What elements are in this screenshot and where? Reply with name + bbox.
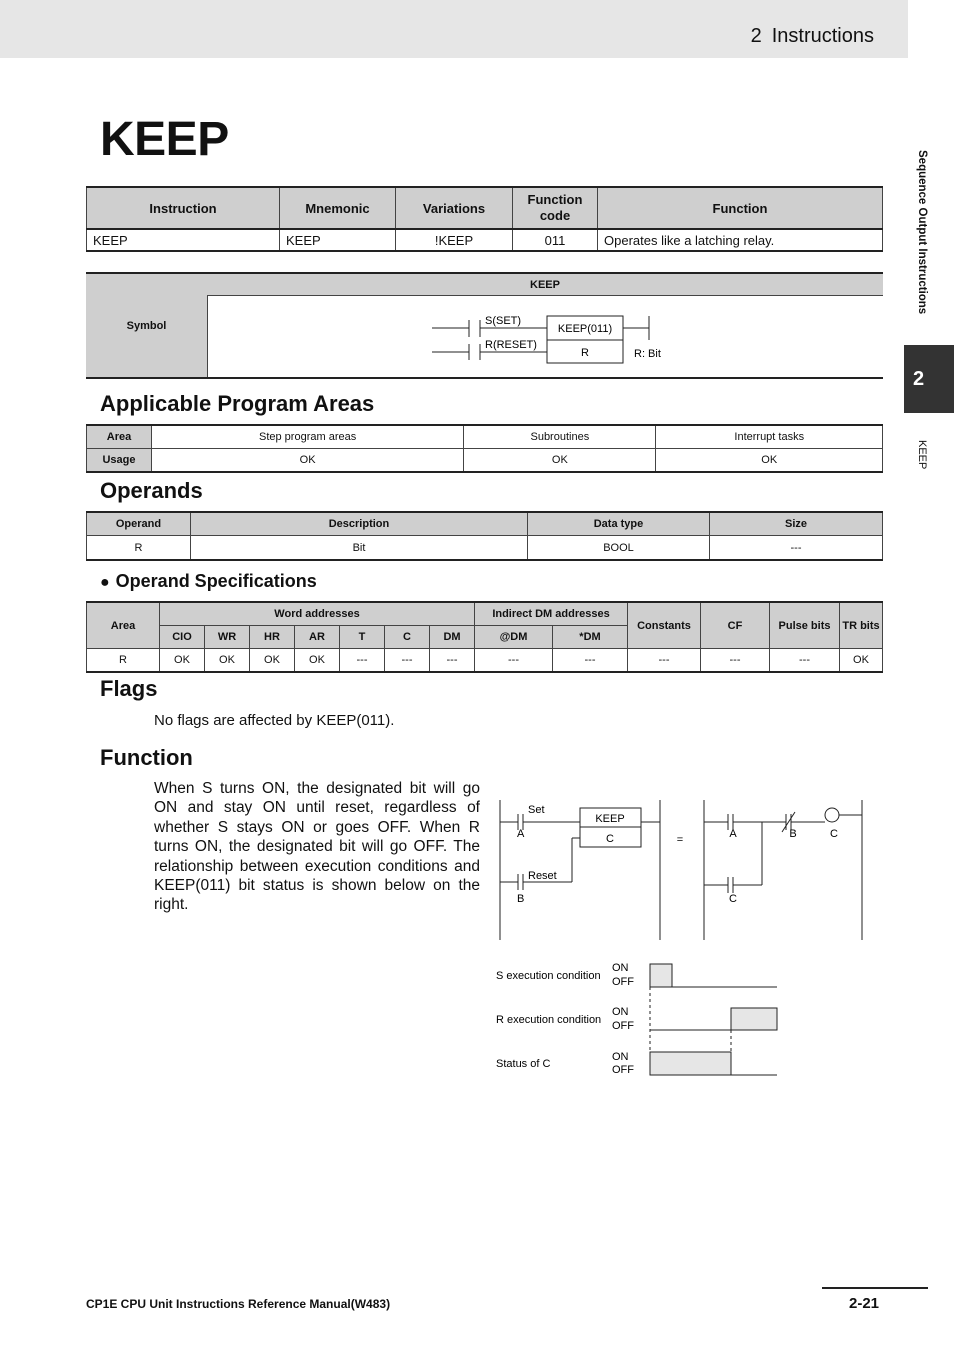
header-cell: Variations	[396, 187, 513, 229]
table-cell: OK	[295, 649, 340, 673]
table-cell: KEEP	[87, 229, 280, 251]
chapter-number: 2	[750, 25, 762, 47]
table-header-row	[87, 187, 883, 229]
timing-r-pulse	[731, 1008, 777, 1030]
header-cell: Function	[598, 187, 883, 229]
section-heading-operand-specs	[100, 571, 317, 592]
header-cell: HR	[250, 626, 295, 649]
table-cell: ---	[628, 649, 701, 673]
table-row	[87, 649, 883, 673]
header-cell: Operand	[87, 512, 191, 536]
timing-chart	[490, 955, 790, 1085]
table-cell: OK	[656, 449, 883, 473]
table-cell: OK	[840, 649, 883, 673]
side-tab-chapter: 2	[904, 345, 954, 413]
table-header-row	[87, 602, 883, 626]
section-heading-operands: Operands	[100, 478, 203, 503]
ladder-eq-b: B	[789, 828, 797, 840]
timing-s-label: S execution condition	[496, 970, 601, 982]
side-tab-section-label: Sequence Output Instructions	[916, 150, 928, 315]
symbol-box-operand: R	[581, 347, 589, 359]
timing-r-off: OFF	[612, 1020, 634, 1032]
timing-s-pulse	[650, 964, 672, 987]
header-cell: @DM	[475, 626, 553, 649]
header-cell: CIO	[160, 626, 205, 649]
header-cell: Instruction	[87, 187, 280, 229]
table-row	[87, 425, 883, 449]
section-heading-function: Function	[100, 745, 193, 770]
ladder-reset-label: Reset	[528, 870, 557, 882]
chapter-title: Instructions	[771, 25, 874, 47]
timing-r-label: R execution condition	[496, 1014, 602, 1026]
symbol-reset-label: R(RESET)	[485, 339, 537, 351]
side-tab-section	[908, 150, 932, 340]
header-cell: C	[385, 626, 430, 649]
ladder-contact-b: B	[517, 893, 525, 905]
timing-r-on: ON	[612, 1006, 629, 1018]
ladder-contact-a: A	[517, 828, 525, 840]
row-label: Usage	[87, 449, 152, 473]
instruction-table	[86, 186, 883, 252]
table-row	[87, 229, 883, 251]
table-cell: Interrupt tasks	[656, 425, 883, 449]
table-cell: R	[87, 649, 160, 673]
header-cell: T	[340, 626, 385, 649]
table-cell: 011	[513, 229, 598, 251]
operand-specs-table	[86, 601, 883, 673]
table-row	[87, 536, 883, 561]
symbol-ladder-diagram	[207, 296, 883, 376]
table-cell: KEEP	[280, 229, 396, 251]
side-tab-topic-label: KEEP	[916, 440, 928, 470]
header-cell: Area	[87, 602, 160, 649]
table-header-row	[87, 512, 883, 536]
table-cell: ---	[770, 649, 840, 673]
header-cell: Indirect DM addresses	[475, 602, 628, 626]
footer-page-number: 2-21	[849, 1295, 880, 1312]
section-heading-flags: Flags	[100, 676, 158, 701]
footer-rule	[822, 1287, 928, 1289]
table-cell: Subroutines	[464, 425, 656, 449]
chapter-heading	[751, 25, 874, 48]
bullet-icon: ●	[100, 574, 110, 591]
table-cell: OK	[160, 649, 205, 673]
ladder-eq-a: A	[729, 828, 737, 840]
header-cell: Size	[710, 512, 883, 536]
symbol-label: Symbol	[86, 274, 208, 377]
symbol-set-label: S(SET)	[485, 315, 522, 327]
table-cell: BOOL	[528, 536, 710, 561]
table-cell: ---	[475, 649, 553, 673]
ladder-box-operand: C	[606, 833, 614, 845]
operands-table	[86, 511, 883, 561]
ladder-equals: =	[676, 834, 684, 846]
table-cell: OK	[464, 449, 656, 473]
header-cell: AR	[295, 626, 340, 649]
timing-c-off: OFF	[612, 1064, 634, 1076]
ladder-equivalence-diagram	[490, 795, 870, 945]
flags-text: No flags are affected by KEEP(011).	[154, 712, 395, 729]
table-cell: OK	[152, 449, 464, 473]
timing-c-pulse	[650, 1052, 731, 1075]
table-cell: Step program areas	[152, 425, 464, 449]
header-cell: CF	[701, 602, 770, 649]
ladder-box-title: KEEP	[595, 813, 625, 825]
timing-s-off: OFF	[612, 976, 634, 988]
table-cell: ---	[553, 649, 628, 673]
header-cell: Function code	[513, 187, 598, 229]
header-cell: Mnemonic	[280, 187, 396, 229]
header-cell: DM	[430, 626, 475, 649]
header-cell: Word addresses	[160, 602, 475, 626]
header-cell: WR	[205, 626, 250, 649]
symbol-operand-note: R: Bit	[634, 348, 661, 360]
ladder-eq-c-coil: C	[830, 828, 838, 840]
table-cell: Operates like a latching relay.	[598, 229, 883, 251]
symbol-box-title: KEEP(011)	[557, 323, 613, 335]
table-cell: OK	[205, 649, 250, 673]
table-row	[87, 449, 883, 473]
symbol-table	[86, 272, 883, 379]
table-cell: ---	[710, 536, 883, 561]
side-tab-topic	[908, 440, 932, 500]
table-cell: ---	[430, 649, 475, 673]
function-text: When S turns ON, the designated bit will go ON and stay ON until reset, regardless of whether S stays ON or goes OFF. When R turns ON, the designated bit will go OFF. The relationship between execution conditions and KEEP(011) bit status is shown below on the right.	[154, 780, 480, 914]
table-cell: ---	[701, 649, 770, 673]
operand-specs-heading-text: Operand Specifications	[115, 571, 317, 591]
header-cell: Constants	[628, 602, 701, 649]
header-cell: TR bits	[840, 602, 883, 649]
ladder-eq-c-contact: C	[729, 893, 737, 905]
section-heading-areas: Applicable Program Areas	[100, 391, 375, 416]
row-label: Area	[87, 425, 152, 449]
table-cell: ---	[340, 649, 385, 673]
timing-c-label: Status of C	[496, 1058, 551, 1070]
header-cell: *DM	[553, 626, 628, 649]
table-cell: R	[87, 536, 191, 561]
program-areas-table	[86, 424, 883, 473]
table-cell: Bit	[191, 536, 528, 561]
footer-manual-title: CP1E CPU Unit Instructions Reference Manual(W483)	[86, 1297, 391, 1311]
ladder-set-label: Set	[528, 804, 545, 816]
page-title: KEEP	[100, 113, 229, 166]
table-cell: OK	[250, 649, 295, 673]
timing-s-on: ON	[612, 962, 629, 974]
timing-c-on: ON	[612, 1051, 629, 1063]
symbol-header: KEEP	[207, 274, 883, 296]
table-cell: !KEEP	[396, 229, 513, 251]
table-cell: ---	[385, 649, 430, 673]
header-cell: Data type	[528, 512, 710, 536]
header-cell: Description	[191, 512, 528, 536]
header-cell: Pulse bits	[770, 602, 840, 649]
